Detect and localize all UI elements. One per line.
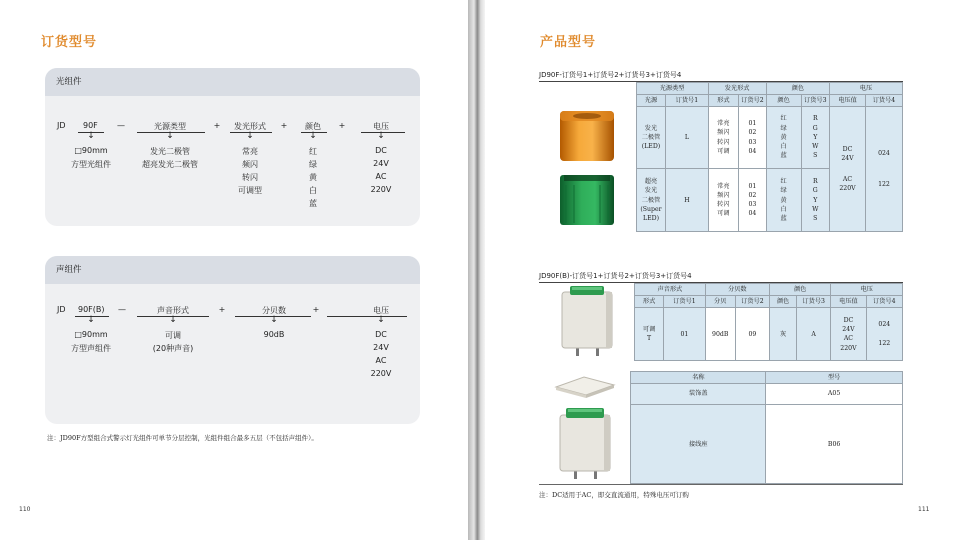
code1-01: 01 xyxy=(664,308,706,361)
voltage-value: 220V xyxy=(370,185,392,194)
group-sound-form: 声音形式 xyxy=(635,284,706,296)
voltage-value: 220V xyxy=(370,369,392,378)
cell-line: R xyxy=(812,177,818,185)
sound-card-header: 声组件 xyxy=(45,256,420,284)
voltage-value: 24V xyxy=(373,159,389,168)
group-color: 颜色 xyxy=(766,83,829,95)
cell-line: 03 xyxy=(748,201,757,209)
light-component-card xyxy=(45,68,420,226)
left-page xyxy=(0,0,468,540)
decibel-90db: 90dB xyxy=(705,308,735,361)
decorative-cover-image xyxy=(550,373,620,399)
cell-line: 24V xyxy=(841,154,854,162)
colors-cell xyxy=(766,169,801,232)
model-col xyxy=(766,372,903,405)
code1-h: H xyxy=(666,169,708,232)
source-value: 发光二极管 xyxy=(150,147,190,156)
cell-line: 024 xyxy=(878,149,890,157)
label-decibel: 分贝数 xyxy=(262,306,286,315)
plus: + xyxy=(338,121,346,130)
table1 xyxy=(539,82,903,232)
cell-line: 024 xyxy=(878,321,891,329)
subhead: 颜色 xyxy=(770,296,797,308)
cover-model: A05 xyxy=(827,390,841,397)
arrow-down-icon: ↓ xyxy=(87,315,95,325)
cell-line: 可调 xyxy=(717,210,730,218)
voltage-underline xyxy=(327,316,407,317)
subhead: 订货号3 xyxy=(801,95,830,107)
subhead: 订货号1 xyxy=(664,296,706,308)
codes4-cell xyxy=(866,308,902,361)
header-model: 型号 xyxy=(766,372,902,384)
label-light-form: 发光形式 xyxy=(234,122,266,131)
subhead: 订货号2 xyxy=(739,95,766,107)
codes2-cell xyxy=(739,107,766,169)
form-value: 频闪 xyxy=(242,160,258,169)
table1-formula: JD90F-订货号1+订货号2+订货号3+订货号4 xyxy=(539,71,682,79)
group-decibel: 分贝数 xyxy=(705,284,769,296)
table2-formula: JD90F(B)-订货号1+订货号2+订货号3+订货号4 xyxy=(539,272,692,280)
arrow-down-icon: ↓ xyxy=(166,131,174,141)
cell-line: 发光 xyxy=(644,187,658,195)
bottom-rule xyxy=(539,484,903,485)
group-voltage: 电压 xyxy=(830,83,903,95)
forms-cell xyxy=(708,107,739,169)
cell-line: R xyxy=(812,115,818,123)
cell-line: S xyxy=(813,215,818,223)
sound-form-value: (20种声音) xyxy=(152,344,194,353)
cell-line: 频闪 xyxy=(717,191,730,199)
group-source-type: 光源类型 xyxy=(636,83,708,95)
cell-line: 绿 xyxy=(780,187,787,195)
green-lamp-cell xyxy=(539,169,636,232)
jd-prefix: JD xyxy=(57,121,66,130)
cell-line: 02 xyxy=(748,129,757,137)
name-col xyxy=(631,372,766,405)
sound-form-cell xyxy=(635,308,664,361)
subhead: 订货号3 xyxy=(797,296,831,308)
voltage-value: 24V xyxy=(373,343,389,352)
group-color: 颜色 xyxy=(770,284,831,296)
model-desc-size: □90mm xyxy=(74,330,108,339)
cell-line: (Super xyxy=(640,205,662,213)
source-led xyxy=(636,107,666,169)
jd-prefix: JD xyxy=(57,305,66,314)
colors-cell xyxy=(766,107,801,169)
cell-line: 04 xyxy=(748,147,757,155)
cell-line: 转闪 xyxy=(717,138,730,146)
forms-cell xyxy=(708,169,739,232)
plus: + xyxy=(312,305,320,314)
image-header-blank xyxy=(539,83,636,107)
cover-image-cell xyxy=(539,372,631,405)
book-gutter xyxy=(468,0,485,540)
arrow-down-icon: ↓ xyxy=(246,131,254,141)
arrow-down-icon: ↓ xyxy=(377,315,385,325)
subhead: 分贝 xyxy=(705,296,735,308)
group-voltage: 电压 xyxy=(831,284,903,296)
table3 xyxy=(539,371,903,484)
color-grey: 灰 xyxy=(770,308,797,361)
arrow-down-icon: ↓ xyxy=(270,315,278,325)
cell-line: Y xyxy=(813,133,818,141)
form-value: 常亮 xyxy=(242,147,258,156)
color-value: 黄 xyxy=(309,173,317,182)
cell-line: 122 xyxy=(878,340,891,348)
cell-line: 白 xyxy=(780,205,787,213)
arrow-down-icon: ↓ xyxy=(169,315,177,325)
cell-line: 超亮 xyxy=(644,177,658,185)
subhead: 光源 xyxy=(636,95,666,107)
cell-line: 蓝 xyxy=(780,215,787,223)
sound-component-card xyxy=(45,256,420,424)
subhead: 电压值 xyxy=(830,95,866,107)
cell-line: 24V xyxy=(842,326,855,334)
subhead: 订货号2 xyxy=(735,296,769,308)
cell-line: AC xyxy=(842,176,853,184)
voltage-value: AC xyxy=(375,356,387,365)
left-footnote: 注：JD90F方型组合式警示灯光组件可单节分层控制，光组件组合最多五层（不包括声组件）。 xyxy=(47,434,318,442)
plus: + xyxy=(218,305,226,314)
arrow-down-icon: ↓ xyxy=(309,131,317,141)
plus: + xyxy=(280,121,288,130)
codes3-cell xyxy=(801,107,830,169)
sound-form-value: 可调 xyxy=(165,331,181,340)
base-image-cell xyxy=(539,405,631,484)
model-desc-name: 方型声组件 xyxy=(71,344,111,353)
base-name: 接线座 xyxy=(631,405,766,484)
spacer xyxy=(831,163,864,175)
cover-name: 装饰盖 xyxy=(689,390,708,397)
right-section-title: 产品型号 xyxy=(540,35,597,50)
cell-line: AC xyxy=(843,335,854,343)
decibel-value: 90dB xyxy=(263,330,285,339)
cell-line: 二极管 xyxy=(641,196,661,204)
subhead: 订货号4 xyxy=(866,296,902,308)
codes4-cell xyxy=(865,107,902,232)
form-value: 转闪 xyxy=(242,173,258,182)
right-footnote: 注：DC适用于AC，即交直流通用，特殊电压可订购 xyxy=(539,491,689,499)
color-value: 蓝 xyxy=(309,199,317,208)
page-number-left: 110 xyxy=(19,506,31,513)
label-voltage: 电压 xyxy=(373,122,389,131)
green-lamp-image xyxy=(556,169,618,229)
source-value: 超亮发光二极管 xyxy=(142,160,198,169)
subhead: 电压值 xyxy=(831,296,866,308)
label-source-type: 光源类型 xyxy=(154,122,186,131)
cell-line: DC xyxy=(843,316,854,324)
table2 xyxy=(539,283,903,361)
left-section-title: 订货型号 xyxy=(41,35,98,50)
model-90fb: 90F(B) xyxy=(78,305,105,314)
subhead: 形式 xyxy=(708,95,739,107)
plus: + xyxy=(213,121,221,130)
color-value: 白 xyxy=(309,186,317,195)
terminal-base-image xyxy=(554,405,616,481)
orange-lamp-cell xyxy=(539,107,636,169)
spacer xyxy=(867,158,901,180)
cell-line: 红 xyxy=(780,115,787,123)
voltages-cell xyxy=(830,107,866,232)
group-light-form: 发光形式 xyxy=(708,83,766,95)
cell-line: 频闪 xyxy=(717,129,730,137)
cell-line: 02 xyxy=(748,191,757,199)
subhead: 颜色 xyxy=(766,95,801,107)
cell-line: 绿 xyxy=(780,124,787,132)
voltages-cell xyxy=(831,308,866,361)
cell-line: LED) xyxy=(642,215,659,223)
page-number-right: 111 xyxy=(918,506,930,513)
cell-line: 常亮 xyxy=(717,119,730,127)
color-value: 绿 xyxy=(309,160,317,169)
voltage-value: AC xyxy=(375,172,387,181)
header-name: 名称 xyxy=(631,372,765,384)
voltage-value: DC xyxy=(375,146,387,155)
subhead: 订货号1 xyxy=(666,95,708,107)
sound-module-cell xyxy=(539,284,635,361)
dash: — xyxy=(117,121,125,130)
model-90f: 90F xyxy=(83,121,98,130)
cell-line: 220V xyxy=(839,185,856,193)
code1-l: L xyxy=(666,107,708,169)
spacer xyxy=(868,329,901,339)
dash: — xyxy=(118,305,126,314)
subhead: 形式 xyxy=(635,296,664,308)
source-super-led xyxy=(636,169,666,232)
cell-line: 红 xyxy=(780,177,787,185)
cell-line: 03 xyxy=(748,138,757,146)
cell-line: 可调 xyxy=(642,326,656,334)
cell-line: W xyxy=(812,205,819,213)
cell-line: G xyxy=(812,187,818,195)
cell-line: 黄 xyxy=(780,133,787,141)
codes2-cell xyxy=(739,169,766,232)
cell-line: G xyxy=(812,124,818,132)
cell-line: 白 xyxy=(780,143,787,151)
label-color: 颜色 xyxy=(305,122,321,131)
model-desc-size: □90mm xyxy=(74,146,108,155)
cell-line: 常亮 xyxy=(717,182,730,190)
light-card-header: 光组件 xyxy=(45,68,420,96)
cell-line: Y xyxy=(813,196,818,204)
color-value: 红 xyxy=(309,147,317,156)
codes3-cell xyxy=(801,169,830,232)
sound-module-image xyxy=(556,284,618,358)
form-value: 可调型 xyxy=(238,186,262,195)
label-voltage: 电压 xyxy=(373,306,389,315)
subhead: 订货号4 xyxy=(865,95,902,107)
cell-line: 二极管 xyxy=(641,133,661,141)
code2-09: 09 xyxy=(735,308,769,361)
arrow-down-icon: ↓ xyxy=(87,131,95,141)
base-model: B06 xyxy=(766,405,903,484)
cell-line: S xyxy=(813,152,818,160)
cell-line: 122 xyxy=(878,181,890,189)
cell-line: 黄 xyxy=(780,196,787,204)
model-desc-name: 方型光组件 xyxy=(71,160,111,169)
orange-lamp-image xyxy=(556,107,618,165)
cell-line: 转闪 xyxy=(717,201,730,209)
cell-line: 04 xyxy=(748,210,757,218)
voltage-value: DC xyxy=(375,330,387,339)
cell-line: 01 xyxy=(748,182,757,190)
cell-line: (LED) xyxy=(641,143,661,151)
cell-line: W xyxy=(812,143,819,151)
cell-line: T xyxy=(647,335,652,343)
code3-a: A xyxy=(797,308,831,361)
arrow-down-icon: ↓ xyxy=(377,131,385,141)
label-sound-form: 声音形式 xyxy=(157,306,189,315)
cell-line: 220V xyxy=(840,344,857,352)
cell-line: 可调 xyxy=(717,147,730,155)
cell-line: 发光 xyxy=(644,124,658,132)
cell-line: 蓝 xyxy=(780,152,787,160)
cell-line: 01 xyxy=(748,119,757,127)
cell-line: DC xyxy=(842,145,853,153)
